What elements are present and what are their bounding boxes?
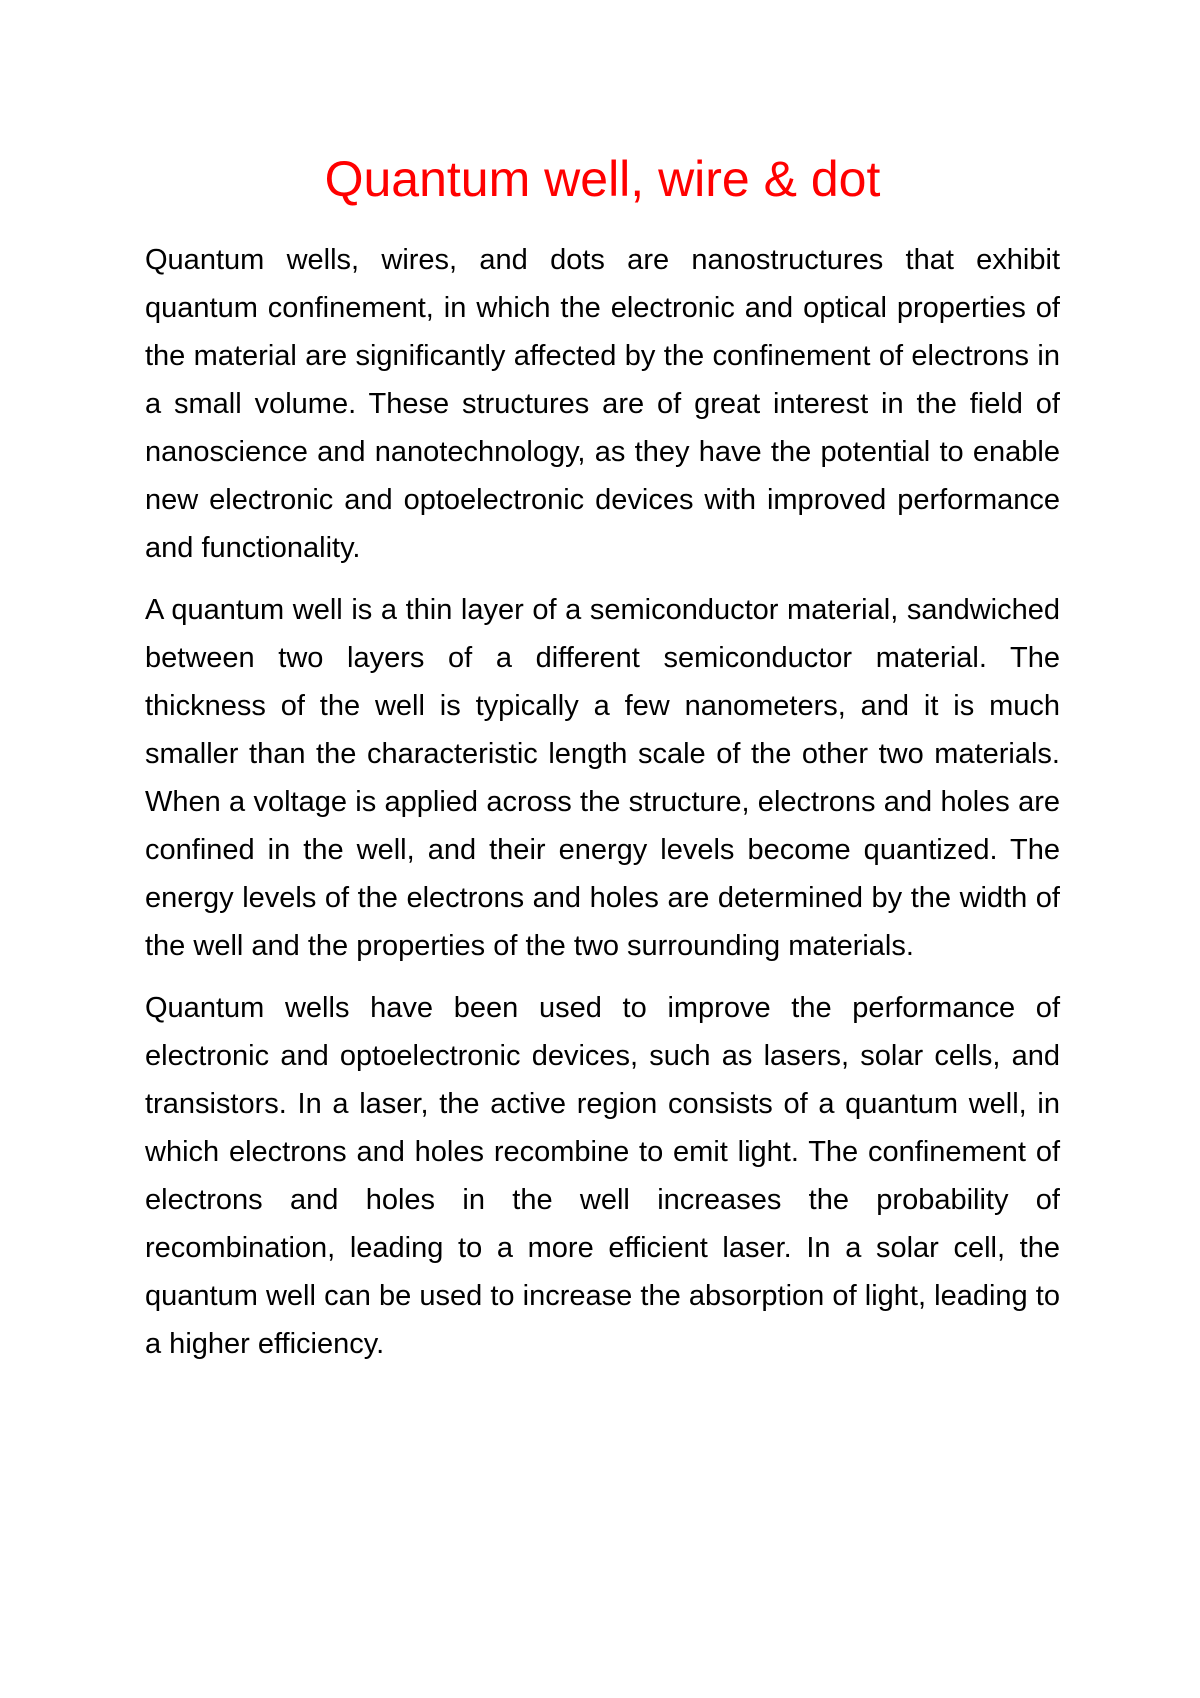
paragraph-intro: Quantum wells, wires, and dots are nanostructures that exhibit quantum confinement, in which the electronic and optical properties of the material are significantly affected by the confinement of electrons in a small volume. These structures are of great interest in the field of nanoscience and nanotechnology, as they have the potential to enable new electronic and optoelectronic devices with improved performance and functionality. bbox=[145, 244, 1060, 564]
paragraph-quantum-well: A quantum well is a thin layer of a semiconductor material, sandwiched between two layers of a different semiconductor material. The thickness of the well is typically a few nanometers, and it is much smaller than the characteristic length scale of the other two materials. When a voltage is applied across the structure, electrons and holes are confined in the well, and their energy levels become quantized. The energy levels of the electrons and holes are determined by the width of the well and the properties of the two surrounding materials. bbox=[145, 594, 1060, 962]
document-title: Quantum well, wire & dot bbox=[324, 151, 881, 207]
paragraph-applications: Quantum wells have been used to improve the performance of electronic and optoelectronic devices, such as lasers, solar cells, and transistors. In a laser, the active region consists of a quantum well, in which electrons and holes recombine to emit light. The confinement of electrons and holes in the well increases the probability of recombination, leading to a more efficient laser. In a solar cell, the quantum well can be used to increase the absorption of light, leading to a higher efficiency. bbox=[145, 992, 1060, 1360]
